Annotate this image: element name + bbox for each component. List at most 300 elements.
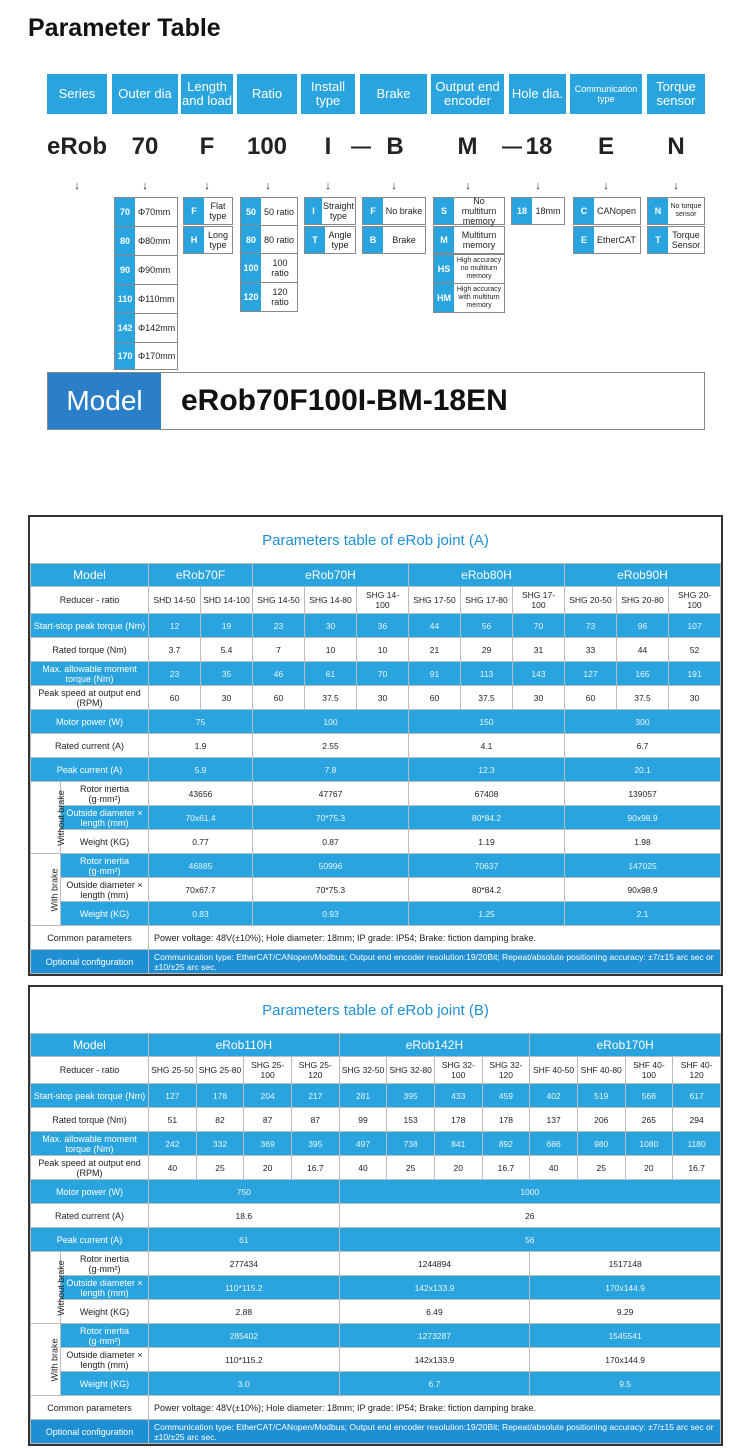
option-hole-18 (511, 197, 565, 225)
cell: 60 (565, 686, 617, 710)
cell: 127 (149, 1084, 197, 1108)
cell: 568 (625, 1084, 673, 1108)
header-torque-sensor: Torque sensor (647, 74, 705, 114)
row-label: Weight (KG) (61, 1300, 149, 1324)
option-encoder-hs (433, 254, 505, 284)
table-row (31, 1034, 721, 1057)
table-row (31, 1084, 721, 1108)
cell: 892 (482, 1132, 530, 1156)
cell: 6.7 (565, 734, 721, 758)
option-label: Φ70mm (138, 207, 171, 217)
cell: 1244894 (339, 1252, 530, 1276)
cell: 87 (291, 1108, 339, 1132)
option-label: 100 ratio (271, 258, 289, 278)
row-label: Optional configuration (31, 1420, 149, 1444)
option-code: 18 (512, 198, 532, 224)
option-brake-b (362, 226, 426, 254)
cell: 75 (149, 710, 253, 734)
cell: 31 (513, 638, 565, 662)
cell: 3.0 (149, 1372, 340, 1396)
cell: 90x98.9 (565, 806, 721, 830)
cell: 23 (253, 614, 305, 638)
option-label: EtherCAT (597, 235, 636, 245)
model-name: eRob70F (149, 564, 253, 587)
header-outer-dia: Outer dia (112, 74, 178, 114)
cell: 44 (617, 638, 669, 662)
table-row (31, 1348, 721, 1372)
cell: 30 (201, 686, 253, 710)
cell: 497 (339, 1132, 387, 1156)
without-brake-label: Without brake (31, 782, 61, 854)
optional-configuration: Communication type: EtherCAT/CANopen/Modbus; Output end encoder resolution:19/20Bit; Repeat/absolute positioning accuracy: ±7/±15 arc sec or ±10/±25 arc sec. (149, 1420, 721, 1444)
cell: 395 (291, 1132, 339, 1156)
cell: 137 (530, 1108, 578, 1132)
option-ratio-100 (240, 253, 298, 283)
row-label: Peak speed at output end (RPM) (31, 686, 149, 710)
cell: 107 (669, 614, 721, 638)
option-code: F (363, 198, 383, 224)
cell: 7 (253, 638, 305, 662)
option-label: Φ80mm (138, 236, 171, 246)
option-code: HS (434, 255, 454, 283)
cell: 12.3 (409, 758, 565, 782)
parameters-table-b (28, 985, 723, 1446)
cell: 50996 (253, 854, 409, 878)
cell: 6.49 (339, 1300, 530, 1324)
table-row (31, 686, 721, 710)
option-code: I (305, 198, 322, 224)
cell: 285402 (149, 1324, 340, 1348)
option-outer-110 (114, 284, 178, 314)
cell: 70 (513, 614, 565, 638)
cell: 16.7 (482, 1156, 530, 1180)
option-label: Multiturn memory (461, 230, 497, 250)
header-series: Series (47, 74, 107, 114)
cell: 0.83 (149, 902, 253, 926)
cell: 20 (244, 1156, 292, 1180)
cell: 150 (409, 710, 565, 734)
option-brake-f (362, 197, 426, 225)
cell: 20 (434, 1156, 482, 1180)
cell: SHG 17-50 (409, 587, 461, 614)
cell: 265 (625, 1108, 673, 1132)
cell: 178 (482, 1108, 530, 1132)
option-label: No brake (385, 206, 423, 216)
cell: 46885 (149, 854, 253, 878)
option-code: C (574, 198, 594, 224)
cell: 61 (305, 662, 357, 686)
row-label: Rated current (A) (31, 734, 149, 758)
option-code: HM (434, 284, 454, 312)
cell: 139057 (565, 782, 721, 806)
table-row (31, 1372, 721, 1396)
table-row (31, 854, 721, 878)
option-label: Long type (207, 230, 229, 250)
cell: 217 (291, 1084, 339, 1108)
table-a-grid (30, 563, 721, 974)
option-outer-142 (114, 313, 178, 343)
table-row (31, 926, 721, 950)
header-output-encoder: Output end encoder (431, 74, 504, 114)
cell: SHG 25-100 (244, 1057, 292, 1084)
code-dash-1: — (351, 135, 371, 158)
cell: 110*115.2 (149, 1276, 340, 1300)
arrow-down-icon: ↓ (204, 180, 210, 192)
table-row (31, 1396, 721, 1420)
cell: SHG 32-120 (482, 1057, 530, 1084)
cell: 242 (149, 1132, 197, 1156)
arrow-down-icon: ↓ (142, 180, 148, 192)
cell: SHF 40-50 (530, 1057, 578, 1084)
cell: 1080 (625, 1132, 673, 1156)
cell: 21 (409, 638, 461, 662)
cell: 60 (253, 686, 305, 710)
cell: 37.5 (617, 686, 669, 710)
cell: 1180 (673, 1132, 721, 1156)
cell: SHG 17-80 (461, 587, 513, 614)
cell: 143 (513, 662, 565, 686)
option-label: Straight type (322, 201, 354, 221)
cell: 9.5 (530, 1372, 721, 1396)
cell: 26 (339, 1204, 720, 1228)
cell: 5.9 (149, 758, 253, 782)
header-communication-type: Communication type (570, 74, 642, 114)
table-row (31, 1204, 721, 1228)
row-label: Outside diameter × length (mm) (61, 806, 149, 830)
table-row (31, 662, 721, 686)
option-code: T (648, 227, 668, 253)
option-label: No multiturn memory (461, 196, 497, 226)
model-name: eRob70H (253, 564, 409, 587)
cell: 686 (530, 1132, 578, 1156)
table-row (31, 1420, 721, 1444)
cell: 0.93 (253, 902, 409, 926)
cell: 204 (244, 1084, 292, 1108)
cell: 99 (339, 1108, 387, 1132)
cell: 142x133.9 (339, 1276, 530, 1300)
option-ratio-50 (240, 197, 298, 226)
table-row (31, 758, 721, 782)
header-brake: Brake (360, 74, 427, 114)
cell: 37.5 (305, 686, 357, 710)
header-hole-dia: Hole dia. (509, 74, 566, 114)
option-torque-n (647, 197, 705, 225)
option-label: CANopen (597, 206, 637, 216)
cell: 52 (669, 638, 721, 662)
option-length-f (183, 197, 233, 225)
option-label: No torque sensor (670, 203, 702, 218)
row-label: Rotor inertia (g·mm²) (61, 1252, 149, 1276)
code-torque: N (667, 133, 685, 160)
cell: SHG 14-80 (305, 587, 357, 614)
cell: 56 (339, 1228, 720, 1252)
cell: SHG 32-100 (434, 1057, 482, 1084)
row-label: Outside diameter × length (mm) (61, 1348, 149, 1372)
cell: 70 (357, 662, 409, 686)
model-name: eRob110H (149, 1034, 340, 1057)
row-label: Weight (KG) (61, 1372, 149, 1396)
cell: SHG 32-80 (387, 1057, 435, 1084)
model-header: Model (31, 1034, 149, 1057)
cell: 10 (357, 638, 409, 662)
cell: 7.8 (253, 758, 409, 782)
cell: 25 (196, 1156, 244, 1180)
row-label: Peak current (A) (31, 758, 149, 782)
option-code: F (184, 198, 204, 224)
cell: 2.88 (149, 1300, 340, 1324)
cell: 33 (565, 638, 617, 662)
code-brake: B (386, 133, 404, 160)
option-code: 50 (241, 198, 261, 225)
model-name: eRob170H (530, 1034, 721, 1057)
cell: 12 (149, 614, 201, 638)
option-code: E (574, 227, 594, 253)
option-code: 110 (115, 285, 135, 313)
cell: SHD 14-50 (149, 587, 201, 614)
cell: 0.77 (149, 830, 253, 854)
option-install-t (304, 226, 356, 254)
cell: 36 (357, 614, 409, 638)
cell: 294 (673, 1108, 721, 1132)
option-code: 170 (115, 343, 135, 369)
cell: 4.1 (409, 734, 565, 758)
cell: 519 (577, 1084, 625, 1108)
cell: 20 (625, 1156, 673, 1180)
cell: 18.6 (149, 1204, 340, 1228)
cell: SHG 20-50 (565, 587, 617, 614)
row-label: Peak current (A) (31, 1228, 149, 1252)
cell: SHD 14-100 (201, 587, 253, 614)
row-label: Rotor inertia (g·mm²) (61, 1324, 149, 1348)
option-encoder-s (433, 197, 505, 225)
option-code: 142 (115, 314, 135, 342)
cell: 617 (673, 1084, 721, 1108)
row-label: Outside diameter × length (mm) (61, 878, 149, 902)
option-outer-80 (114, 226, 178, 256)
cell: SHG 20-100 (669, 587, 721, 614)
row-label: Start-stop peak torque (Nm) (31, 614, 149, 638)
table-row (31, 1180, 721, 1204)
code-encoder: M (457, 133, 478, 160)
cell: 23 (149, 662, 201, 686)
cell: 16.7 (291, 1156, 339, 1180)
table-row (31, 782, 721, 806)
cell: 153 (387, 1108, 435, 1132)
cell: 87 (244, 1108, 292, 1132)
row-label: Rated torque (Nm) (31, 638, 149, 662)
option-code: 100 (241, 254, 261, 282)
cell: 6.7 (339, 1372, 530, 1396)
cell: 206 (577, 1108, 625, 1132)
table-row (31, 830, 721, 854)
option-outer-70 (114, 197, 178, 227)
cell: 67408 (409, 782, 565, 806)
cell: 43656 (149, 782, 253, 806)
with-brake-label: With brake (31, 1324, 61, 1396)
cell: SHG 14-100 (357, 587, 409, 614)
cell: 113 (461, 662, 513, 686)
table-row (31, 614, 721, 638)
cell: 30 (669, 686, 721, 710)
cell: 96 (617, 614, 669, 638)
option-code: B (363, 227, 383, 253)
cell: 35 (201, 662, 253, 686)
code-outer-dia: 70 (131, 133, 159, 160)
cell: 80*84.2 (409, 878, 565, 902)
option-label: Flat type (209, 201, 227, 221)
cell: 841 (434, 1132, 482, 1156)
option-ratio-80 (240, 225, 298, 254)
arrow-down-icon: ↓ (535, 180, 541, 192)
table-row (31, 638, 721, 662)
cell: 30 (357, 686, 409, 710)
arrow-down-icon: ↓ (603, 180, 609, 192)
row-label: Weight (KG) (61, 830, 149, 854)
table-row (31, 1132, 721, 1156)
option-label: Φ110mm (138, 294, 175, 304)
cell: 44 (409, 614, 461, 638)
option-label: Φ170mm (138, 351, 176, 361)
cell: 170x144.9 (530, 1276, 721, 1300)
cell: 2.1 (565, 902, 721, 926)
cell: SHG 25-120 (291, 1057, 339, 1084)
option-label: High accuracy with multiturn memory (456, 286, 502, 309)
option-label: 80 ratio (264, 234, 295, 245)
option-label: Φ90mm (138, 265, 171, 275)
model-name: eRob90H (565, 564, 721, 587)
option-label: Brake (392, 235, 416, 245)
cell: 80*84.2 (409, 806, 565, 830)
row-label: Rotor inertia (g·mm²) (61, 782, 149, 806)
cell: 25 (387, 1156, 435, 1180)
cell: 1.98 (565, 830, 721, 854)
option-ratio-120 (240, 282, 298, 312)
table-a-title: Parameters table of eRob joint (A) (262, 531, 489, 549)
cell: 191 (669, 662, 721, 686)
cell: 100 (253, 710, 409, 734)
option-label: Torque Sensor (671, 230, 701, 250)
row-label: Rotor inertia (g·mm²) (61, 854, 149, 878)
cell: 395 (387, 1084, 435, 1108)
option-label: 18mm (535, 206, 561, 216)
option-code: M (434, 227, 454, 253)
cell: 1000 (339, 1180, 720, 1204)
option-code: 80 (115, 227, 135, 255)
option-install-i (304, 197, 356, 225)
cell: 19 (201, 614, 253, 638)
cell: 0.87 (253, 830, 409, 854)
cell: 16.7 (673, 1156, 721, 1180)
option-label: 120 ratio (271, 287, 289, 307)
table-row (31, 1057, 721, 1084)
table-row (31, 1276, 721, 1300)
model-bar (47, 372, 705, 430)
header-ratio: Ratio (237, 74, 297, 114)
cell: 459 (482, 1084, 530, 1108)
cell: 1.9 (149, 734, 253, 758)
page-title: Parameter Table (28, 14, 221, 42)
without-brake-label: Without brake (31, 1252, 61, 1324)
cell: 738 (387, 1132, 435, 1156)
option-label: Angle type (328, 230, 352, 250)
option-length-h (183, 226, 233, 254)
row-label: Motor power (W) (31, 710, 149, 734)
cell: 56 (461, 614, 513, 638)
cell: 29 (461, 638, 513, 662)
table-row (31, 1108, 721, 1132)
table-row (31, 1156, 721, 1180)
header-install-type: Install type (301, 74, 355, 114)
cell: 30 (305, 614, 357, 638)
cell: 73 (565, 614, 617, 638)
cell: 40 (339, 1156, 387, 1180)
cell: 1.25 (409, 902, 565, 926)
option-label: 50 ratio (264, 206, 295, 217)
cell: SHG 14-50 (253, 587, 305, 614)
cell: 25 (577, 1156, 625, 1180)
row-label: Common parameters (31, 926, 149, 950)
cell: 369 (244, 1132, 292, 1156)
cell: 1517148 (530, 1252, 721, 1276)
option-code: S (434, 198, 454, 224)
code-hole: 18 (525, 133, 553, 160)
cell: 20.1 (565, 758, 721, 782)
cell: 3.7 (149, 638, 201, 662)
cell: 980 (577, 1132, 625, 1156)
option-code: N (648, 198, 668, 224)
cell: 37.5 (461, 686, 513, 710)
cell: 277434 (149, 1252, 340, 1276)
table-row (31, 587, 721, 614)
option-code: 80 (241, 226, 261, 253)
table-row (31, 950, 721, 974)
cell: 5.4 (201, 638, 253, 662)
table-row (31, 1252, 721, 1276)
common-parameters: Power voltage: 48V(±10%); Hole diameter: 18mm; IP grade: IP54; Brake: fiction damping brake. (149, 1396, 721, 1420)
cell: 70x67.7 (149, 878, 253, 902)
arrow-down-icon: ↓ (325, 180, 331, 192)
cell: 178 (196, 1084, 244, 1108)
row-label: Outside diameter × length (mm) (61, 1276, 149, 1300)
cell: 332 (196, 1132, 244, 1156)
arrow-down-icon: ↓ (465, 180, 471, 192)
cell: 170x144.9 (530, 1348, 721, 1372)
table-row (31, 902, 721, 926)
cell: 281 (339, 1084, 387, 1108)
code-length: F (199, 133, 215, 160)
cell: 30 (513, 686, 565, 710)
common-parameters: Power voltage: 48V(±10%); Hole diameter: 18mm; IP grade: IP54; Brake: fiction damping brake. (149, 926, 721, 950)
option-label: High accuracy no multiturn memory (456, 257, 502, 280)
option-code: 120 (241, 283, 261, 311)
row-label: Reducer - ratio (31, 1057, 149, 1084)
cell: SHG 25-80 (196, 1057, 244, 1084)
code-install: I (324, 133, 332, 160)
option-outer-170 (114, 342, 178, 370)
table-b-grid (30, 1033, 721, 1444)
option-label: Φ142mm (138, 323, 176, 333)
option-encoder-m (433, 226, 505, 254)
table-row (31, 806, 721, 830)
cell: 70637 (409, 854, 565, 878)
row-label: Reducer - ratio (31, 587, 149, 614)
cell: 300 (565, 710, 721, 734)
table-b-title: Parameters table of eRob joint (B) (262, 1001, 489, 1019)
cell: 1273287 (339, 1324, 530, 1348)
cell: 1.19 (409, 830, 565, 854)
row-label: Peak speed at output end (RPM) (31, 1156, 149, 1180)
code-ratio: 100 (246, 133, 288, 160)
